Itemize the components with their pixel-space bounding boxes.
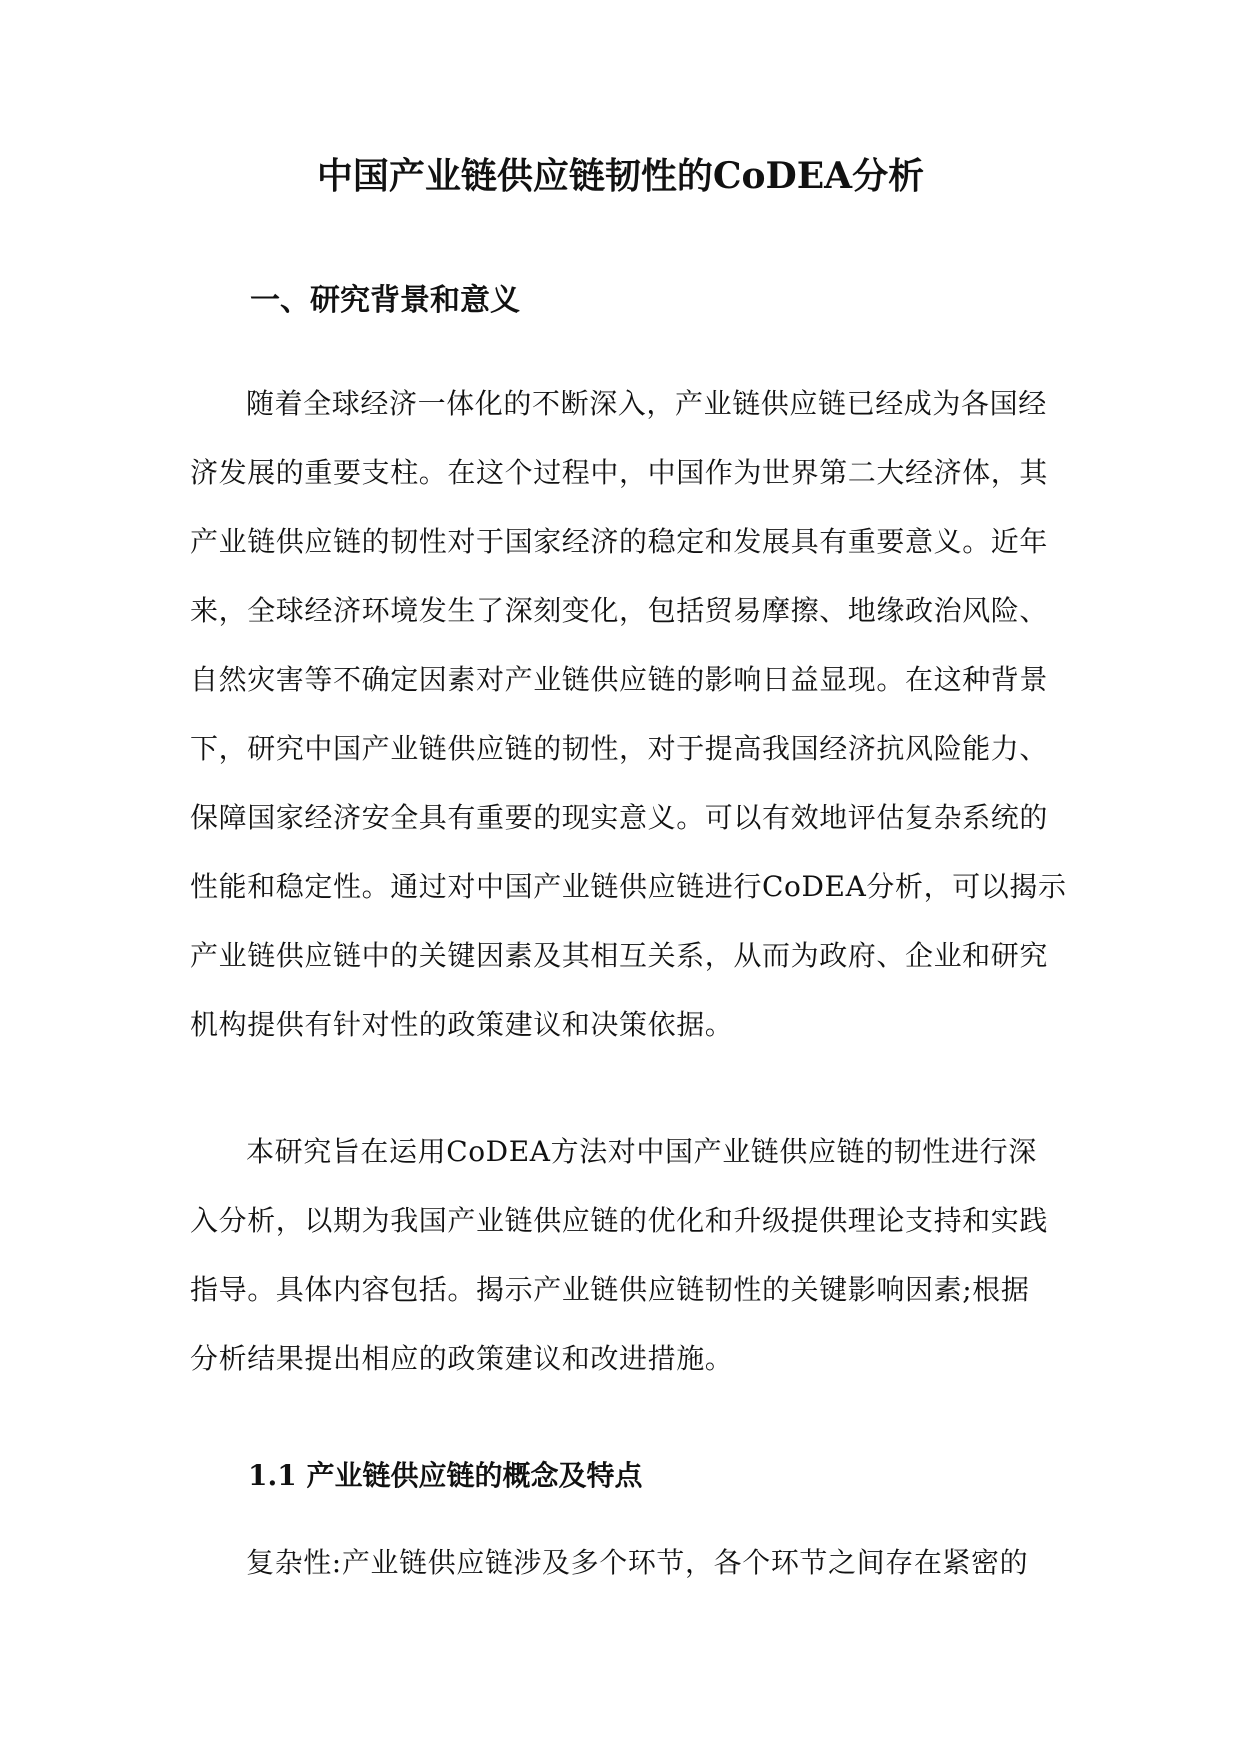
paragraph-line: 济发展的重要支柱。在这个过程中，中国作为世界第二大经济体，其: [190, 456, 1049, 489]
paragraph-line: 机构提供有针对性的政策建议和决策依据。: [190, 1008, 734, 1041]
paragraph-research-aim: [190, 1117, 1060, 1393]
subsection-heading-concept: 1.1 产业链供应链的概念及特点: [248, 1459, 643, 1492]
paragraph-line: 来，全球经济环境发生了深刻变化，包括贸易摩擦、地缘政治风险、: [190, 594, 1049, 627]
paragraph-background: [190, 369, 1067, 1059]
section-heading-background: 一、研究背景和意义: [250, 283, 520, 318]
paragraph-line: 性能和稳定性。通过对中国产业链供应链进行CoDEA分析，可以揭示: [190, 870, 1067, 903]
paragraph-line: 产业链供应链的韧性对于国家经济的稳定和发展具有重要意义。近年: [190, 525, 1049, 558]
paragraph-line: 随着全球经济一体化的不断深入，产业链供应链已经成为各国经: [246, 387, 1047, 420]
paragraph-complexity: [190, 1528, 1060, 1597]
paragraph-line: 指导。具体内容包括。揭示产业链供应链韧性的关键影响因素;根据: [190, 1273, 1030, 1306]
paragraph-line: 产业链供应链中的关键因素及其相互关系，从而为政府、企业和研究: [190, 939, 1049, 972]
paragraph-line: 保障国家经济安全具有重要的现实意义。可以有效地评估复杂系统的: [190, 801, 1049, 834]
paragraph-line: 复杂性:产业链供应链涉及多个环节，各个环节之间存在紧密的: [246, 1546, 1029, 1579]
paragraph-line: 本研究旨在运用CoDEA方法对中国产业链供应链的韧性进行深: [246, 1135, 1037, 1168]
paragraph-line: 下，研究中国产业链供应链的韧性，对于提高我国经济抗风险能力、: [190, 732, 1049, 765]
document-title: 中国产业链供应链韧性的CoDEA分析: [316, 155, 925, 197]
paragraph-line: 入分析，以期为我国产业链供应链的优化和升级提供理论支持和实践: [190, 1204, 1049, 1237]
paragraph-line: 自然灾害等不确定因素对产业链供应链的影响日益显现。在这种背景: [190, 663, 1049, 696]
paragraph-line: 分析结果提出相应的政策建议和改进措施。: [190, 1342, 734, 1375]
